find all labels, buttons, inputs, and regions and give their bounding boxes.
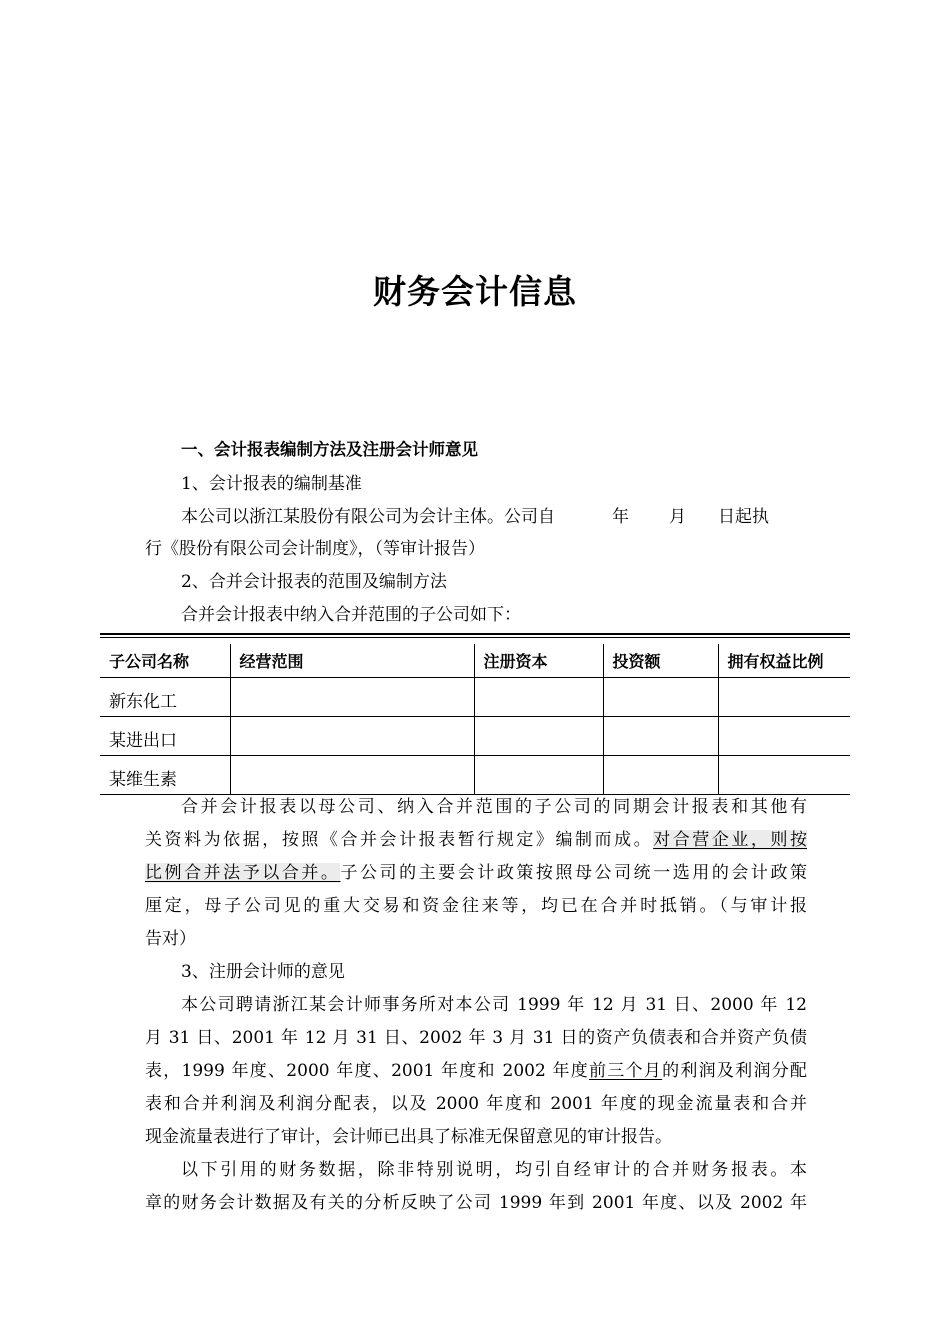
text-run-month: 月 — [669, 507, 686, 527]
header-investment: 投资额 — [603, 644, 718, 678]
paragraph-2-line-3 — [145, 862, 807, 884]
table-cell — [474, 756, 603, 795]
header-subsidiary-name: 子公司名称 — [100, 644, 230, 678]
table-cell — [718, 756, 850, 795]
paragraph-3-line-3 — [145, 1060, 807, 1082]
section-heading-1: 一、会计报表编制方法及注册会计师意见 — [181, 440, 478, 459]
underlined-text: 前三个月 — [589, 1061, 663, 1081]
item-heading-3: 3、注册会计师的意见 — [181, 962, 345, 982]
paragraph-3-line-2: 月 31 日、2001 年 12 月 31 日、2002 年 3 月 31 日的资产负债表和合并资产负债 — [145, 1028, 807, 1048]
paragraph-3-line-1: 本公司聘请浙江某会计师事务所对本公司 1999 年 12 月 31 日、2000 年 12 — [181, 995, 807, 1015]
paragraph-2-line-4: 厘定，母子公司见的重大交易和资金往来等，均已在合并时抵销。（与审计报 — [145, 896, 807, 916]
paragraph-2-line-5: 告对） — [145, 929, 196, 949]
table-row — [100, 678, 850, 717]
highlighted-text: 比例合并法予以合并。 — [145, 863, 341, 883]
paragraph-3-line-5: 现金流量表进行了审计，会计师已出具了标准无保留意见的审计报告。 — [145, 1127, 672, 1147]
paragraph-2-line-2 — [145, 829, 807, 851]
paragraph-4-line-2: 章的财务会计数据及有关的分析反映了公司 1999 年到 2001 年度、以及 2002 年 — [145, 1193, 807, 1213]
table-intro: 合并会计报表中纳入合并范围的子公司如下： — [181, 605, 521, 625]
text-run: 子公司的主要会计政策按照母公司统一选用的会计政策 — [340, 863, 808, 883]
item-heading-2: 2、合并会计报表的范围及编制方法 — [181, 572, 447, 592]
text-run-year: 年 — [612, 507, 629, 527]
table-cell — [474, 717, 603, 756]
text-run: 关资料为依据，按照《合并会计报表暂行规定》编制而成。 — [145, 830, 654, 850]
table-cell: 新东化工 — [100, 678, 230, 717]
table-row — [100, 756, 850, 795]
table-cell — [230, 717, 474, 756]
text-run-day: 日起执 — [718, 507, 769, 527]
subsidiaries-table — [100, 644, 850, 795]
highlighted-text: 对合营企业，则按 — [653, 830, 808, 850]
table-cell — [603, 717, 718, 756]
header-registered-capital: 注册资本 — [474, 644, 603, 678]
page-title: 财务会计信息 — [373, 272, 577, 311]
paragraph-3-line-4: 表和合并利润及利润分配表，以及 2000 年度和 2001 年度的现金流量表和合并 — [145, 1094, 807, 1114]
paragraph-2-line-1: 合并会计报表以母公司、纳入合并范围的子公司的同期会计报表和其他有 — [181, 797, 807, 817]
table-top-rule — [100, 633, 850, 635]
table-header-row — [100, 644, 850, 678]
table-cell — [230, 678, 474, 717]
table-cell — [718, 678, 850, 717]
table-cell — [230, 756, 474, 795]
text-run: 的利润及利润分配 — [662, 1061, 808, 1081]
table-cell — [474, 678, 603, 717]
item-heading-1: 1、会计报表的编制基准 — [181, 474, 362, 494]
table-row — [100, 717, 850, 756]
header-business-scope: 经营范围 — [230, 644, 474, 678]
table-cell — [603, 678, 718, 717]
table-cell: 某进出口 — [100, 717, 230, 756]
header-equity-ratio: 拥有权益比例 — [718, 644, 850, 678]
paragraph-4-line-1: 以下引用的财务数据，除非特别说明，均引自经审计的合并财务报表。本 — [181, 1160, 807, 1180]
table-cell: 某维生素 — [100, 756, 230, 795]
table-cell — [718, 717, 850, 756]
text-run: 表，1999 年度、2000 年度、2001 年度和 2002 年度 — [145, 1061, 589, 1081]
table-top-rule-thin — [100, 637, 850, 638]
paragraph-1-line-2: 行《股份有限公司会计制度》，（等审计报告） — [145, 539, 485, 559]
paragraph-1-line-1 — [181, 506, 807, 528]
table-cell — [603, 756, 718, 795]
text-run: 本公司以浙江某股份有限公司为会计主体。公司自 — [181, 507, 555, 527]
